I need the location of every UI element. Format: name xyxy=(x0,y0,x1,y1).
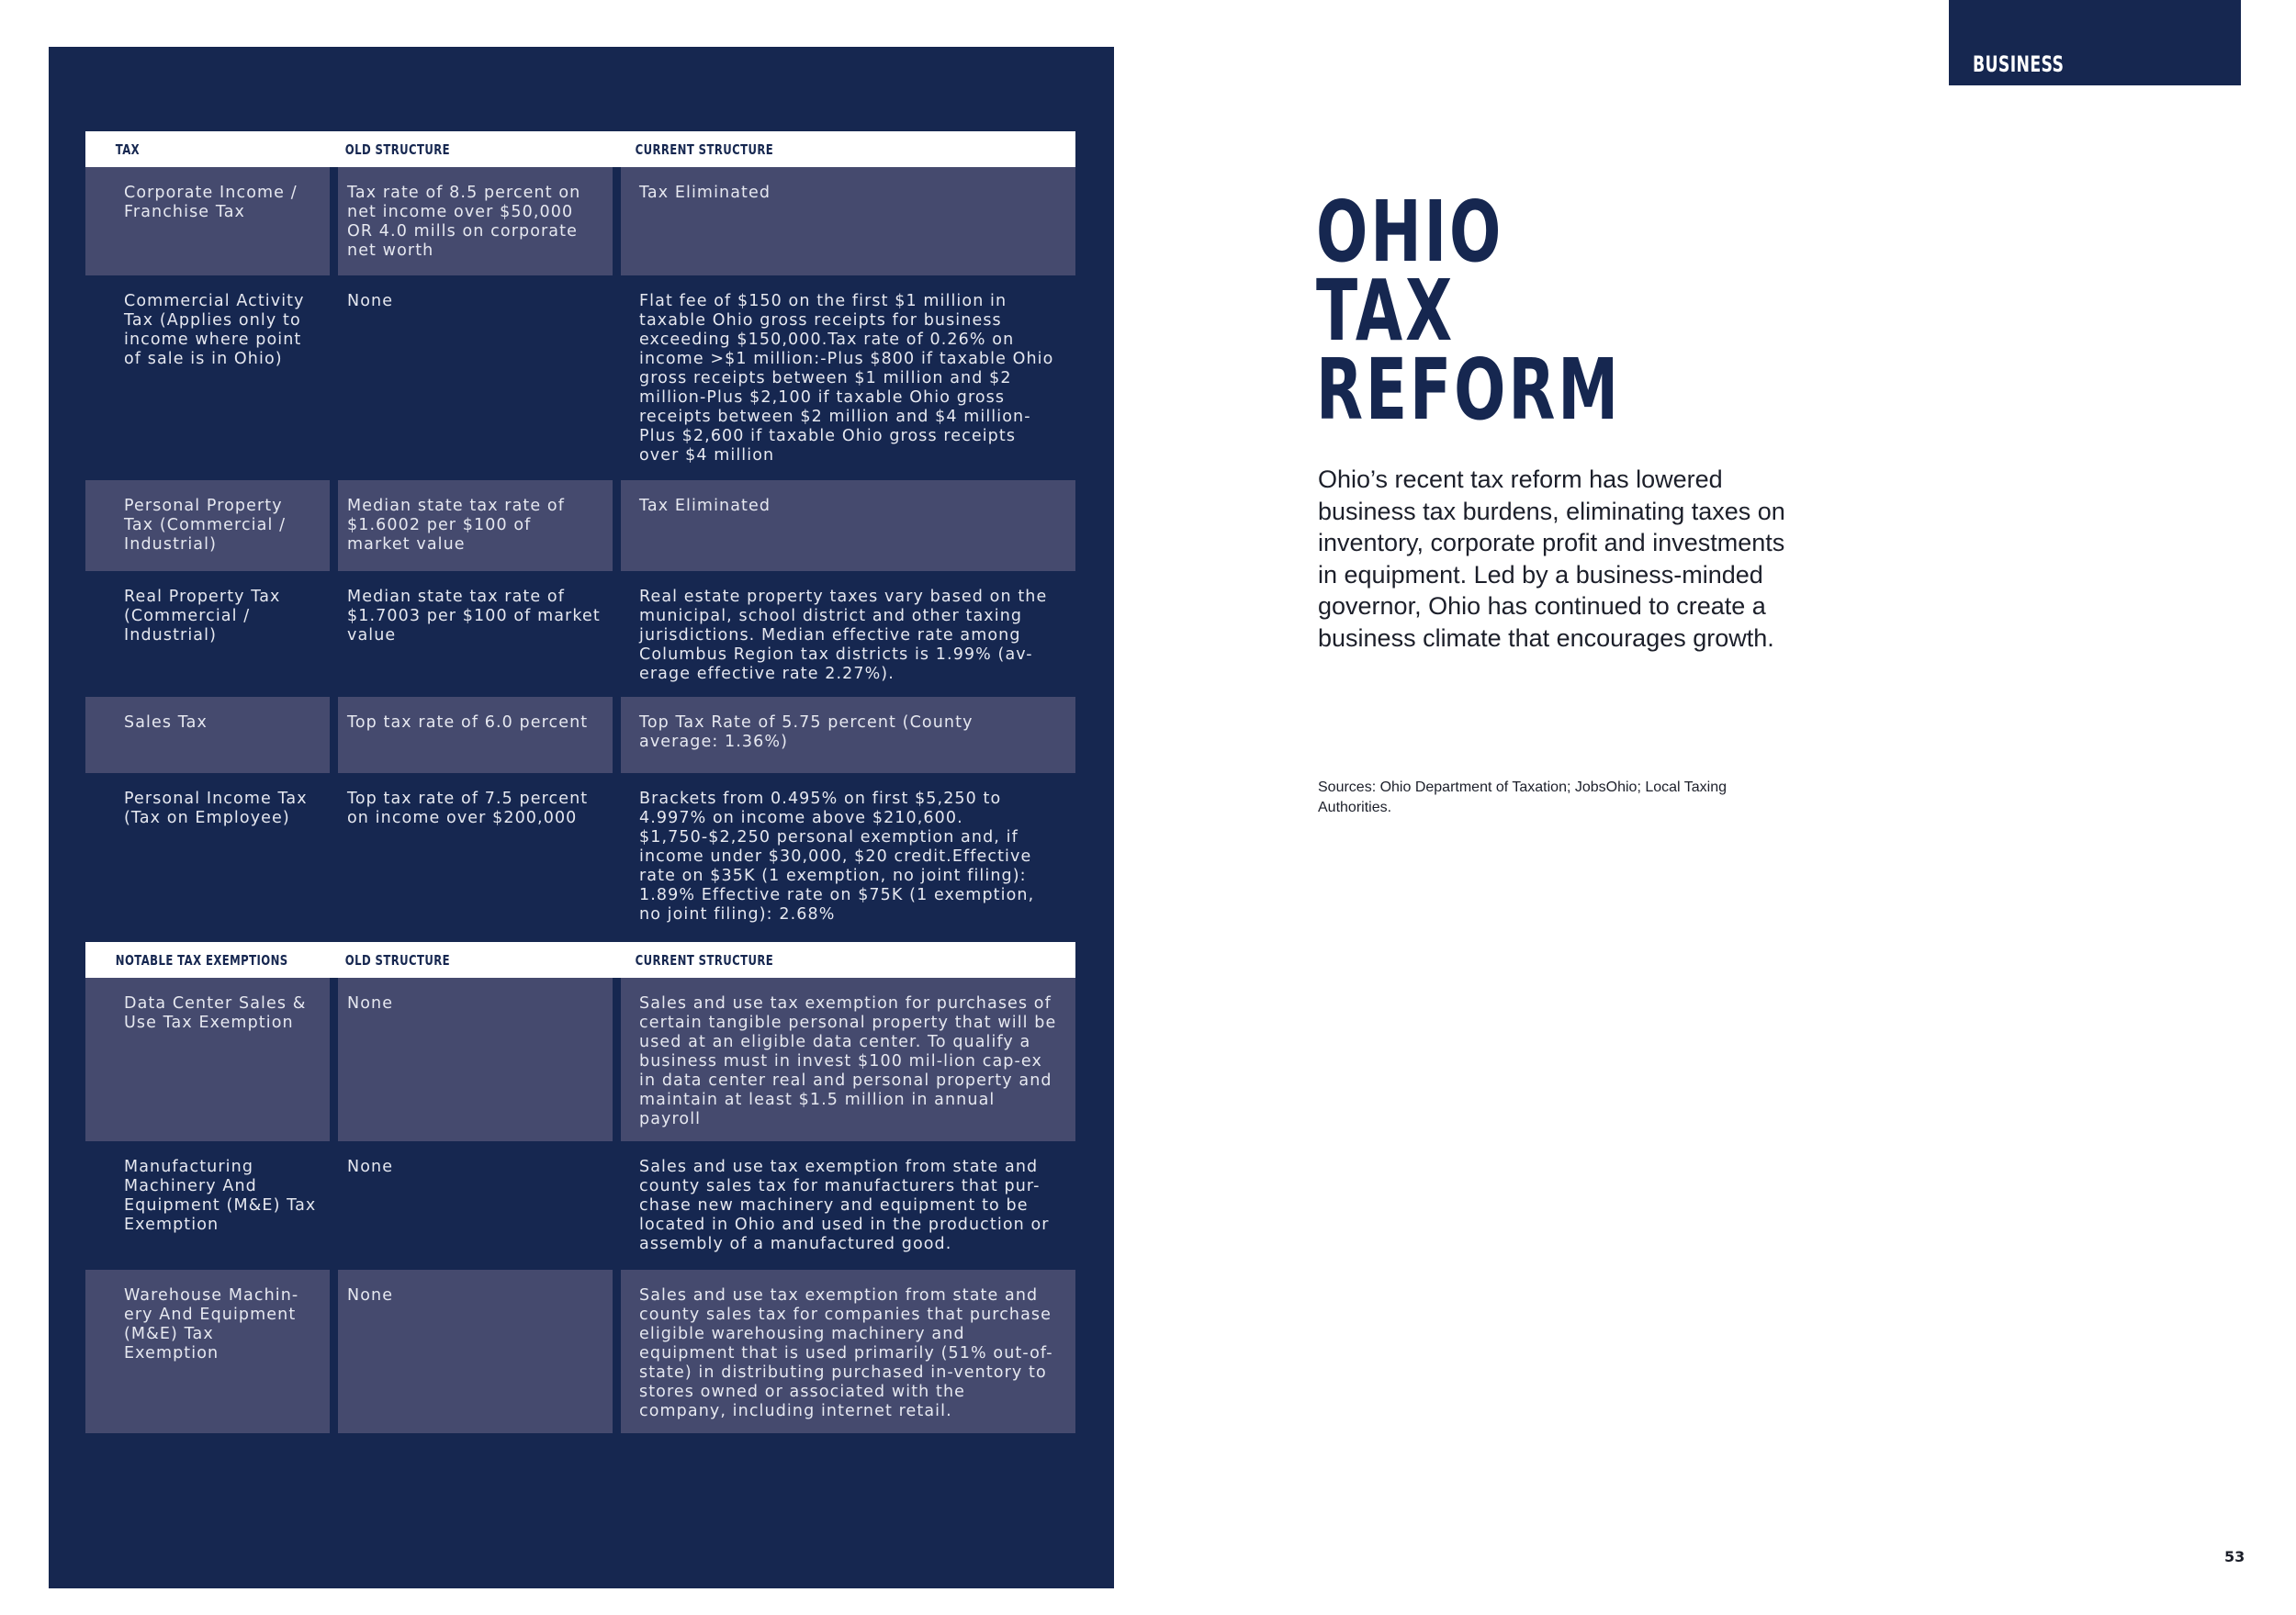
current-structure: Brackets from 0.495% on first $5,250 to 4.997% on income above $210,600. $1,750-$2,250 personal exemption and, if income under $30,000, $20 credit.Effective rate on $35K (1 exemption, no joint filing): 1.89% Effective rate on $75K (1 exemption, no joint filing): 2.68% xyxy=(639,790,1035,924)
header-notable-exemptions: NOTABLE TAX EXEMPTIONS xyxy=(115,951,288,969)
tax-name: Corporate Income / Franchise Tax xyxy=(85,167,330,275)
table-row xyxy=(85,697,1075,773)
table-row xyxy=(85,1270,1075,1433)
tax-name: Personal Property Tax (Commercial / Industrial) xyxy=(85,480,330,571)
table-row xyxy=(85,773,1075,940)
tax-name: Sales Tax xyxy=(85,697,330,773)
old-structure: Tax rate of 8.5 percent on net income over $50,000 OR 4.0 mills on corporate net worth xyxy=(338,167,613,275)
current-structure: Flat fee of $150 on the first $1 million in taxable Ohio gross receipts for business exceeding $150,000.Tax rate of 0.26% on income >$1 million:-Plus $800 if taxable Ohio gross receipts between $1 million and $2 million-Plus $2,100 if taxable Ohio gross receipts between $2 million and $4 million-Plus $2,600 if taxable Ohio gross receipts over $4 million xyxy=(639,292,1054,465)
current-structure: Top Tax Rate of 5.75 percent (County average: 1.36%) xyxy=(621,697,1075,773)
header-current-structure: CURRENT STRUCTURE xyxy=(635,140,774,158)
tax-table-panel xyxy=(49,47,1114,1588)
old-structure: Median state tax rate of $1.6002 per $100 of market value xyxy=(338,480,613,571)
header-old-structure: OLD STRUCTURE xyxy=(344,140,451,158)
tax-name: Personal Income Tax (Tax on Employee) xyxy=(124,790,308,827)
section-tag-label: BUSINESS xyxy=(1973,51,2065,77)
tax-table xyxy=(85,131,1075,940)
old-structure: None xyxy=(347,292,394,310)
title-line: TAX xyxy=(1316,262,1456,360)
old-structure: Median state tax rate of $1.7003 per $100 of market value xyxy=(347,588,601,645)
old-structure: None xyxy=(338,978,613,1141)
tax-name: Commercial Activity Tax (Applies only to income where point of sale is in Ohio) xyxy=(124,292,305,368)
page-number: 53 xyxy=(2224,1548,2245,1565)
tax-table-header xyxy=(85,131,1075,167)
exemptions-table xyxy=(85,942,1075,1433)
title-line: REFORM xyxy=(1316,341,1622,439)
old-structure: Top tax rate of 7.5 percent on income over $200,000 xyxy=(347,790,589,827)
tax-name: Real Property Tax (Commercial / Industrial) xyxy=(124,588,281,645)
table-row xyxy=(85,480,1075,571)
old-structure: None xyxy=(347,1158,394,1176)
current-structure: Sales and use tax exemption for purchases of certain tangible personal property that will be used at an eligible data center. To qualify a business must in invest $100 mil-lion cap-ex in data center real and personal property and maintain at least $1.5 million in annual payroll xyxy=(621,978,1075,1141)
current-structure: Tax Eliminated xyxy=(621,167,1075,275)
table-row xyxy=(85,275,1075,480)
table-row xyxy=(85,1141,1075,1270)
intro-paragraph: Ohio’s recent tax reform has lowered business tax burdens, eliminating taxes on inventory, corporate profit and investments in equipment. Led by a business-minded governor, Ohio has continued to create a business climate that encourages growth. xyxy=(1318,465,1785,652)
table-row xyxy=(85,978,1075,1141)
current-structure: Sales and use tax exemption from state and county sales tax for companies that purchase eligible warehousing machinery and equipment that is used primarily (51% out-of-state) in distributing purchased in-ventory to stores owned or associated with the company, including internet retail. xyxy=(621,1270,1075,1433)
old-structure: Top tax rate of 6.0 percent xyxy=(338,697,613,773)
current-structure: Sales and use tax exemption from state and county sales tax for manufacturers that pur-chase new machinery and equipment to be located in Ohio and used in the production or assembly of a manufactured good. xyxy=(639,1158,1050,1253)
sources-note: Sources: Ohio Department of Taxation; JobsOhio; Local Taxing Authorities. xyxy=(1318,779,1727,815)
section-tag xyxy=(1949,0,2241,85)
exemption-name: Warehouse Machin-ery And Equipment (M&E) Tax Exemption xyxy=(85,1270,330,1433)
current-structure: Real estate property taxes vary based on the municipal, school district and other taxing jurisdictions. Median effective rate among Columbus Region tax districts is 1.99% (av-erage effective rate 2.27%). xyxy=(639,588,1048,683)
exemptions-table-header xyxy=(85,942,1075,978)
header-current-structure: CURRENT STRUCTURE xyxy=(635,951,774,969)
header-old-structure: OLD STRUCTURE xyxy=(344,951,451,969)
exemption-name: Manufacturing Machinery And Equipment (M&E) Tax Exemption xyxy=(124,1158,317,1234)
old-structure: None xyxy=(338,1270,613,1433)
table-row xyxy=(85,167,1075,275)
header-tax: TAX xyxy=(115,140,141,158)
page-title xyxy=(1316,183,1622,439)
table-row xyxy=(85,571,1075,697)
title-line: OHIO xyxy=(1316,183,1504,281)
exemption-name: Data Center Sales & Use Tax Exemption xyxy=(85,978,330,1141)
current-structure: Tax Eliminated xyxy=(621,480,1075,571)
